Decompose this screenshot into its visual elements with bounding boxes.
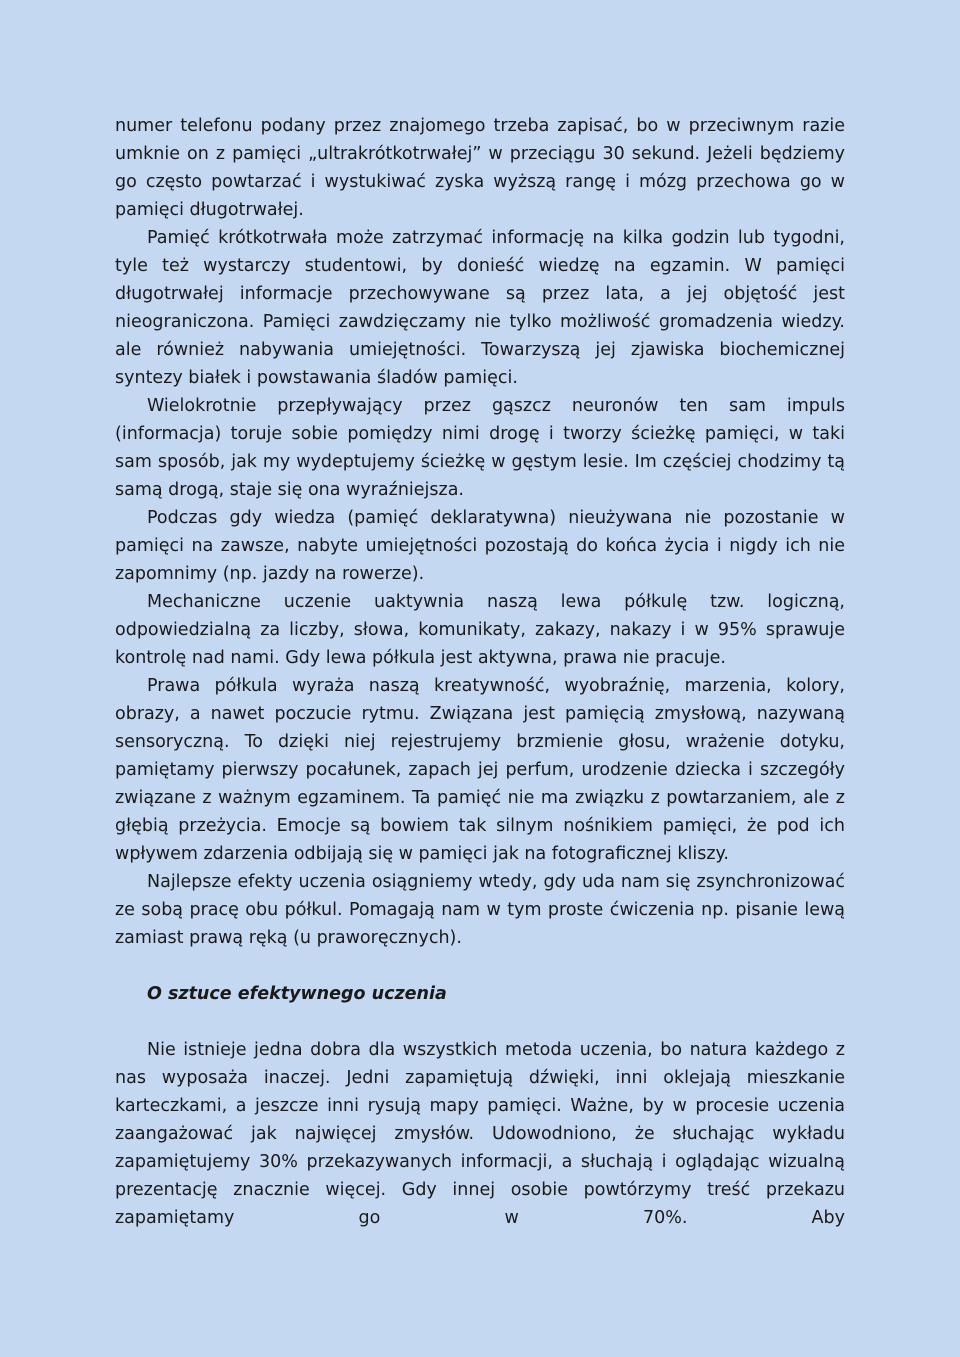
paragraph-continued: numer telefonu podany przez znajomego trzeba zapisać, bo w przeciwnym razie umknie on z pamięci „ultrakrótkotrwałej” w przeciągu 30 sekund. Jeżeli będziemy go często powtarzać i wystukiwać zyska wyższą rangę i mózg przechowa go w pamięci długotrwałej. xyxy=(115,116,845,220)
paragraph-left-hemisphere: Mechaniczne uczenie uaktywnia naszą lewa półkulę tzw. logiczną, odpowiedzialną za liczby, słowa, komunikaty, zakazy, nakazy i w 95% sprawuje kontrolę nad nami. Gdy lewa półkula jest aktywna, prawa nie pracuje. xyxy=(115,592,845,668)
paragraph-learning-methods: Nie istnieje jedna dobra dla wszystkich metoda uczenia, bo natura każdego z nas wyposaża inaczej. Jedni zapamiętują dźwięki, inni oklejają mieszkanie karteczkami, a jeszcze inni rysują mapy pamięci. Ważne, by w procesie uczenia zaangażować jak najwięcej zmysłów. Udowodniono, że słuchając wykładu zapamiętujemy 30% przekazywanych informacji, a słuchają i oglądając wizualną prezentację znacznie więcej. Gdy innej osobie powtórzymy treść przekazu zapamiętamy go w 70%. Aby xyxy=(115,1040,845,1228)
paragraph-synchronization: Najlepsze efekty uczenia osiągniemy wtedy, gdy uda nam się zsynchronizować ze sobą pracę obu półkul. Pomagają nam w tym proste ćwiczenia np. pisanie lewą zamiast prawą ręką (u praworęcznych). xyxy=(115,872,845,948)
paragraph-declarative-memory: Podczas gdy wiedza (pamięć deklaratywna) nieużywana nie pozostanie w pamięci na zawsze, nabyte umiejętności pozostają do końca życia i nigdy ich nie zapomnimy (np. jazdy na rowerze). xyxy=(115,508,845,584)
paragraph-short-term-memory: Pamięć krótkotrwała może zatrzymać informację na kilka godzin lub tygodni, tyle też wystarczy studentowi, by donieść wiedzę na egzamin. W pamięci długotrwałej informacje przechowywane są przez lata, a jej objętość jest nieograniczona. Pamięci zawdzięczamy nie tylko możliwość gromadzenia wiedzy. ale również nabywania umiejętności. Towarzyszą jej zjawiska biochemicznej syntezy białek i powstawania śladów pamięci. xyxy=(115,228,845,388)
paragraph-right-hemisphere: Prawa półkula wyraża naszą kreatywność, wyobraźnię, marzenia, kolory, obrazy, a nawet poczucie rytmu. Związana jest pamięcią zmysłową, nazywaną sensoryczną. To dzięki niej rejestrujemy brzmienie głosu, wrażenie dotyku, pamiętamy pierwszy pocałunek, zapach jej perfum, urodzenie dziecka i szczegóły związane z ważnym egzaminem. Ta pamięć nie ma związku z powtarzaniem, ale z głębią przeżycia. Emocje są bowiem tak silnym nośnikiem pamięci, że pod ich wpływem zdarzenia odbijają się w pamięci jak na fotograficznej kliszy. xyxy=(115,676,845,864)
section-heading: O sztuce efektywnego uczenia xyxy=(147,984,447,1004)
paragraph-memory-path: Wielokrotnie przepływający przez gąszcz neuronów ten sam impuls (informacja) toruje sobie pomiędzy nimi drogę i tworzy ścieżkę pamięci, w taki sam sposób, jak my wydeptujemy ścieżkę w gęstym lesie. Im częściej chodzimy tą samą drogą, staje się ona wyraźniejsza. xyxy=(115,396,845,500)
